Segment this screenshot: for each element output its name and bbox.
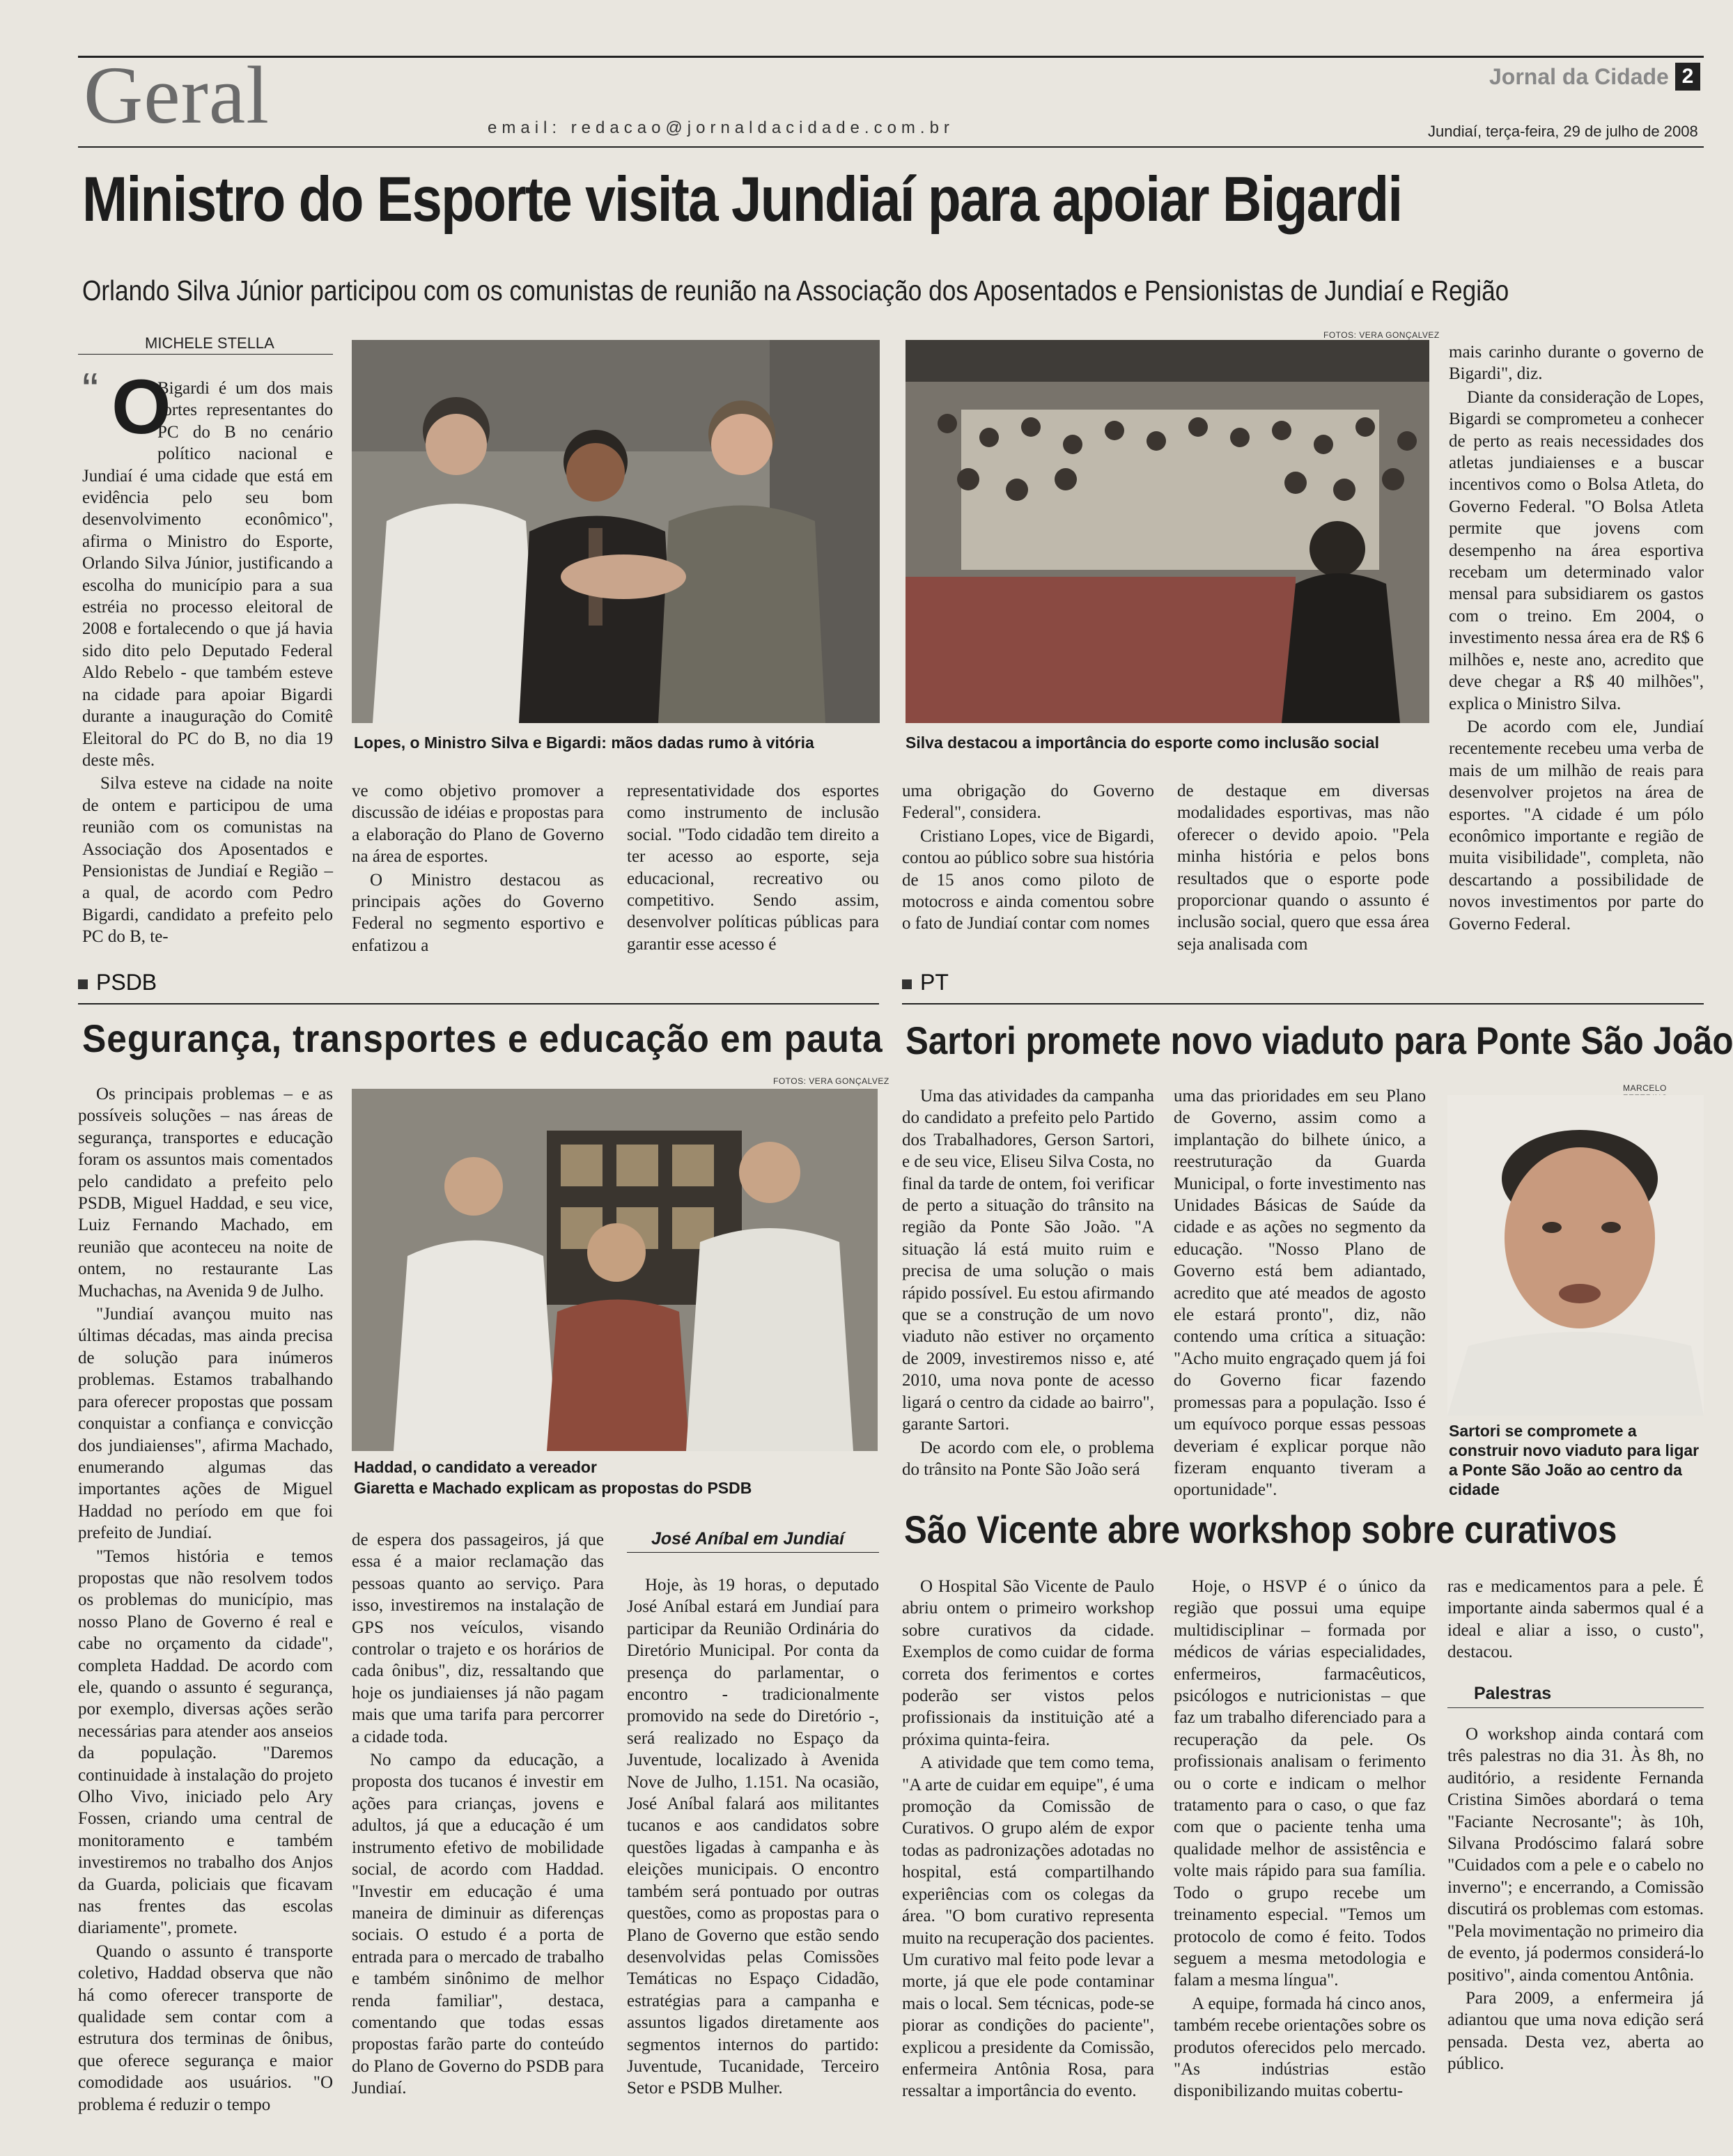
section-label-psdb-text: PSDB bbox=[96, 970, 157, 995]
workshop-col2-p2: A equipe, formada há cinco anos, também recebe orientações sobre os produtos oferecidos pelo mercado. "As indústrias estão disponibilizando muitas cobertu- bbox=[1174, 1994, 1426, 2101]
pt-col1-p1: Uma das atividades da campanha do candidato a prefeito pelo Partido dos Trabalhadores, Gerson Sartori, e de seu vice, Eliseu Silva Costa, no final da tarde de ontem, foi verificar de perto a situação do trânsito na região da Ponte São João. "A situação lá está muito ruim e precisa de uma solução o mais rápido possível. Eu estou afirmando que se a construção de um novo viaduto não estiver no orçamento de 2009, investiremos nisso e, até 2010, uma nova ponte de acesso ligará o centro da cidade ao bairro", garante Sartori. bbox=[902, 1087, 1154, 1434]
psdb-col1-p2: "Jundiaí avançou muito nas últimas décadas, mas ainda precisa de solução para inúmeros problemas. Estamos trabalhando para oferecer propostas que possam conquistar a confiança e convicção dos jundiaienses", afirma Machado, enumerando algumas das importantes ações de Miguel Haddad no período em que foi prefeito de Jundiaí. bbox=[78, 1305, 333, 1543]
workshop-col3-p3: Para 2009, a enfermeira já adiantou que uma nova edição será pensada. Desta vez, aberta ao público. bbox=[1447, 1988, 1704, 2074]
section-label-psdb bbox=[78, 970, 157, 995]
main-col2-p2: O Ministro destacou as principais ações do Governo Federal no segmento esportivo e enfatizou a bbox=[352, 870, 604, 955]
anibal-rule bbox=[627, 1552, 879, 1553]
masthead-top-rule bbox=[78, 56, 1704, 58]
workshop-column-1 bbox=[902, 1576, 1154, 2101]
pt-col1-p2: De acordo com ele, o problema do trânsito na Ponte São João será bbox=[902, 1438, 1154, 1479]
main-col2-p1: ve como objetivo promover a discussão de idéias e propostas para a elaboração do Plano de Governo na área de esportes. bbox=[352, 782, 604, 867]
workshop-col2-p1: Hoje, o HSVP é o único da região que possui uma equipe multidisciplinar – formada por médicos de várias especialidades, enfermeiros, farmacêuticos, psicólogos e nutricionistas – que faz um trabalho diferenciado para a recuperação da pele. Os profissionais analisam o ferimento ou o corte e indicam o melhor tratamento para o caso, o que faz com que o paciente tenha uma qualidade melhor de assistência e volte mais rápido para sua família. Todo o grupo recebe um treinamento especial. "Temos um protocolo de como é feito. Todos seguem a mesma metodologia e falam a mesma língua". bbox=[1174, 1577, 1426, 1990]
page-number bbox=[1675, 63, 1700, 91]
pt-col2-p1: uma das prioridades em seu Plano de Governo, assim como a implantação do bilhete único, a reestruturação da Guarda Municipal, o forte investimento nas Unidades Básicas de Saúde da cidade e as ações no segmento da educação. "Nosso Plano de Governo está bem adiantado, acredito que até meados de agosto ele estará pronto", diz, não contendo uma crítica a situação: "Acho muito engraçado quem já foi do Governo ficar fazendo promessas para a população. Isso é um equívoco porque essas pessoas deveriam é explicar porque não fizeram enquanto tiveram a oportunidade". bbox=[1174, 1087, 1426, 1500]
paper-name: Jornal da Cidade bbox=[1489, 64, 1669, 89]
photo-sartori bbox=[1447, 1095, 1704, 1416]
psdb-col1-p3: "Temos história e temos propostas que não resolvem todos os problemas do município, mas nosso Plano de Governo é real e cabe no orçamento da cidade", completa Haddad. De acordo com ele, quando o assunto é segurança, por exemplo, diversas ações serão necessárias para atender aos anseios da população. "Daremos continuidade à instalação do projeto Olho Vivo, iniciado pelo Ary Fossen, criando uma central de monitoramento e também investiremos no trabalho dos Anjos da Guarda, policiais que ficavam nas frentes das escolas diariamente", promete. bbox=[78, 1546, 333, 1938]
main-column-5 bbox=[1177, 780, 1429, 954]
pt-photo-caption: Sartori se compromete a construir novo viaduto para ligar a Ponte São João ao centro da cidade bbox=[1449, 1422, 1700, 1498]
main-column-4 bbox=[902, 780, 1154, 947]
section-label-pt bbox=[902, 970, 949, 995]
main-col6-p2: Diante da consideração de Lopes, Bigardi se comprometeu a conhecer de perto as reais necessidades dos atletas jundiaienses e a buscar incentivos como o Bolsa Atleta, do Governo Federal. "O Bolsa Atleta permite que jovens com desempenho na área esportiva recebam um determinado valor mensal para subsidiarem os gastos com o treino. Em 2004, o investimento nessa área era de R$ 6 milhões e, neste ano, acredito que deve chegar a R$ 40 milhões", explica o Ministro Silva. bbox=[1449, 387, 1704, 713]
psdb-col1-p1: Os principais problemas – e as possíveis soluções – nas áreas de segurança, transportes e educação foram os assuntos mais comentados pelo candidato a prefeito pelo PSDB, Miguel Haddad, e seu vice, Luiz Fernando Machado, em reunião que aconteceu na noite de ontem, no restaurante Las Muchachas, na Avenida 9 de Julho. bbox=[78, 1085, 333, 1301]
section-title: Geral bbox=[84, 49, 270, 141]
drop-cap-spacer bbox=[82, 378, 157, 460]
main-col6-p1: mais carinho durante o governo de Bigardi", diz. bbox=[1449, 343, 1704, 384]
photo-sartori-image bbox=[1447, 1095, 1704, 1416]
main-col4-p2: Cristiano Lopes, vice de Bigardi, contou ao público sobre sua história de 15 anos como piloto de motocross e ainda comentou sobre o fato de Jundiaí contar com nomes bbox=[902, 826, 1154, 933]
photo-psdb bbox=[352, 1089, 878, 1451]
psdb-photo-credit: FOTOS: VERA GONÇALVEZ bbox=[773, 1076, 889, 1086]
photo-audience-image bbox=[906, 340, 1429, 723]
workshop-headline: São Vicente abre workshop sobre curativos bbox=[904, 1507, 1617, 1551]
photo-handshake-image bbox=[352, 340, 880, 723]
pt-column-2 bbox=[1174, 1085, 1426, 1500]
anibal-body: Hoje, às 19 horas, o deputado José Aníbal estará em Jundiaí para participar da Reunião Ordinária do Diretório Municipal. Por conta da presença do parlamentar, o encontro - tradicionalmente promovido na sede do Diretório -, será realizado no Espaço da Juventude, localizado à Avenida Nove de Julho, 1.151. Na ocasião, José Aníbal falará aos militantes tucanos e aos candidatos sobre questões ligadas à campanha e às eleições municipais. O encontro também será pontuado por outras questões, como as propostas para o Plano de Governo que estão sendo desenvolvidas pelas Comissões Temáticas no Espaço Cidadão, estratégias para a campanha e assuntos ligados diretamente aos segmentos internos do partido: Juventude, Tucanidade, Terceiro Setor e PSDB Mulher. bbox=[627, 1576, 879, 2098]
quote-mark: “ bbox=[82, 363, 99, 417]
psdb-col2-p2: No campo da educação, a proposta dos tucanos é investir em ações para crianças, jovens e adultos, já que a educação é um instrumento efetivo de mobilidade social, de acordo com Haddad. "Investir em educação é uma maneira de diminuir as diferenças sociais. O estudo é a porta de entrada para o mercado de trabalho e também sinônimo de melhor renda familiar", destaca, comentando que todas essas propostas farão parte do conteúdo do Plano de Governo do PSDB para Jundiaí. bbox=[352, 1751, 604, 2098]
main-col6-p3: De acordo com ele, Jundiaí recentemente recebeu uma verba de mais de um milhão de reais para desenvolver projetos na área de esportes. "A cidade é um pólo econômico importante e região de muita visibilidade", completa, não descartando a possibilidade de novos investimentos por parte do Governo Federal. bbox=[1449, 717, 1704, 933]
main-column-6 bbox=[1449, 341, 1704, 954]
anibal-column bbox=[627, 1574, 879, 2098]
workshop-column-2 bbox=[1174, 1576, 1426, 2101]
psdb-column-1 bbox=[78, 1083, 333, 2114]
psdb-col2-p1: de espera dos passageiros, já que essa é a maior reclamação das pessoas quanto ao serviço. Para isso, investiremos na instalação de GPS nos veículos, visando controlar o trajeto e os horários de cada ônibus", diz, ressaltando que hoje os jundiaienses já não pagam mais que uma tarifa para percorrer a cidade toda. bbox=[352, 1530, 604, 1746]
photo1-caption: Lopes, o Ministro Silva e Bigardi: mãos dadas rumo à vitória bbox=[354, 734, 814, 752]
photo-psdb-image bbox=[352, 1089, 878, 1451]
drop-cap: O bbox=[111, 364, 171, 450]
dateline: Jundiaí, terça-feira, 29 de julho de 2008 bbox=[1428, 123, 1698, 140]
main-col5-p1: de destaque em diversas modalidades esportivas, mas não oferecer o devido apoio. "Pela minha história e pelos bons resultados que o esporte pode proporcionar quando o assunto é inclusão social, quero que essa área seja analisada com bbox=[1177, 782, 1429, 954]
photo-handshake bbox=[352, 340, 880, 723]
section-square-icon bbox=[78, 979, 88, 989]
psdb-col1-p4: Quando o assunto é transporte coletivo, Haddad observa que não há como oferecer transporte de qualidade sem contar com a estrutura dos terminas de ônibus, que oferece segurança e maior comodidade aos usuários. "O problema é reduzir o tempo bbox=[78, 1941, 333, 2114]
psdb-column-2 bbox=[352, 1529, 604, 2098]
main-column-2 bbox=[352, 780, 604, 955]
main-col1-p1: Bigardi é um dos mais fortes representantes do PC do B no cenário político nacional e Jundiaí é uma cidade que está em evidência pelo seu bom desenvolvimento econômico", afirma o Ministro do Esporte, Orlando Silva Júnior, justificando a escolha do município para a sua estréia no processo eleitoral de 2008 e fortalecendo o que já havia sido dito pelo Deputado Federal Aldo Rebelo - que também esteve na cidade para apoiar Bigardi durante a inauguração do Comitê Eleitoral do PC do B, no dia 19 deste mês. bbox=[82, 379, 333, 770]
main-photo-credit: FOTOS: VERA GONÇALVEZ bbox=[1323, 330, 1440, 340]
pt-headline: Sartori promete novo viaduto para Ponte São João bbox=[906, 1018, 1733, 1062]
main-col1-p2: Silva esteve na cidade na noite de ontem e participou de uma reunião com os comunistas na Associação dos Aposentados e Pensionistas de Jundiaí e Região – a qual, de acordo com Pedro Bigardi, candidato a prefeito pelo PC do B, te- bbox=[82, 774, 333, 947]
photo-audience bbox=[906, 340, 1429, 723]
anibal-headline: José Aníbal em Jundiaí bbox=[651, 1529, 844, 1549]
main-col4-p1: uma obrigação do Governo Federal", considera. bbox=[902, 782, 1154, 823]
byline-rule bbox=[78, 354, 333, 355]
workshop-column-3 bbox=[1447, 1576, 1704, 2091]
main-col3-p1: representatividade dos esportes como instrumento de inclusão social. "Todo cidadão tem direito a ter acesso ao esporte, seja educacional, recreativo ou competitivo. Sendo assim, desenvolver políticas públicas para garantir esse acesso é bbox=[627, 782, 879, 954]
main-headline: Ministro do Esporte visita Jundiaí para apoiar Bigardi bbox=[82, 164, 1402, 235]
main-column-3 bbox=[627, 780, 879, 954]
byline: MICHELE STELLA bbox=[145, 334, 274, 352]
email-line: email: redacao@jornaldacidade.com.br bbox=[488, 118, 954, 137]
main-column-1 bbox=[82, 378, 333, 947]
workshop-col3-p1: ras e medicamentos para a pele. É importante ainda sabermos qual é a ideal e aliar a isso, o custo", destacou. bbox=[1447, 1577, 1704, 1662]
workshop-col1-p2: A atividade que tem como tema, "A arte de cuidar em equipe", é uma promoção da Comissão de Curativos. O grupo além de expor todas as padronizações adotadas no hospital, está compartilhando experiências com os colegas da área. "O bom curativo representa muito na recuperação dos pacientes. Um curativo mal feito pode levar a morte, já que ele pode contaminar mais o local. Sem técnicas, pode-se piorar as condições do paciente", explicou a presidente da Comissão, enfermeira Antônia Rosa, para ressaltar a importância do evento. bbox=[902, 1753, 1154, 2101]
psdb-headline: Segurança, transportes e educação em pauta bbox=[82, 1016, 883, 1060]
pt-rule bbox=[902, 1003, 1704, 1005]
psdb-rule bbox=[78, 1003, 879, 1005]
psdb-photo-caption-1: Haddad, o candidato a vereador bbox=[354, 1458, 597, 1476]
workshop-col1-p1: O Hospital São Vicente de Paulo abriu ontem o primeiro workshop sobre curativos da cidade. Exemplos de como cuidar de forma correta dos ferimentos e cortes poderão ser vistos pelos profissionais da instituição até a próxima quinta-feira. bbox=[902, 1577, 1154, 1749]
page-number-text: 2 bbox=[1681, 65, 1694, 88]
photo2-caption: Silva destacou a importância do esporte como inclusão social bbox=[906, 734, 1379, 752]
psdb-photo-caption-2: Giaretta e Machado explicam as propostas do PSDB bbox=[354, 1479, 752, 1497]
section-label-pt-text: PT bbox=[920, 970, 949, 995]
main-subhead: Orlando Silva Júnior participou com os comunistas de reunião na Associação dos Aposentados e Pensionistas de Jundiaí e Região bbox=[82, 274, 1509, 307]
pt-column-1 bbox=[902, 1085, 1154, 1479]
workshop-col3-p2: O workshop ainda contará com três palestras no dia 31. Às 8h, no auditório, a residente Fernanda Cristina Simões abordará o tema "Faciante Necrosante"; às 10h, Silvana Prodóscimo falará sobre "Cuidados com a pele e o cabelo no inverno"; e encerrando, a Comissão discutirá os problemas com estomas. "Pela movimentação no primeiro dia de evento, já podermos considerá-lo positivo", ainda comentou Antônia. bbox=[1447, 1725, 1704, 1985]
masthead-bottom-rule bbox=[78, 146, 1704, 148]
pt-photo-credit: MARCELO bbox=[1623, 1083, 1667, 1093]
workshop-subhead: Palestras bbox=[1447, 1683, 1704, 1708]
section-square-icon bbox=[902, 979, 912, 989]
